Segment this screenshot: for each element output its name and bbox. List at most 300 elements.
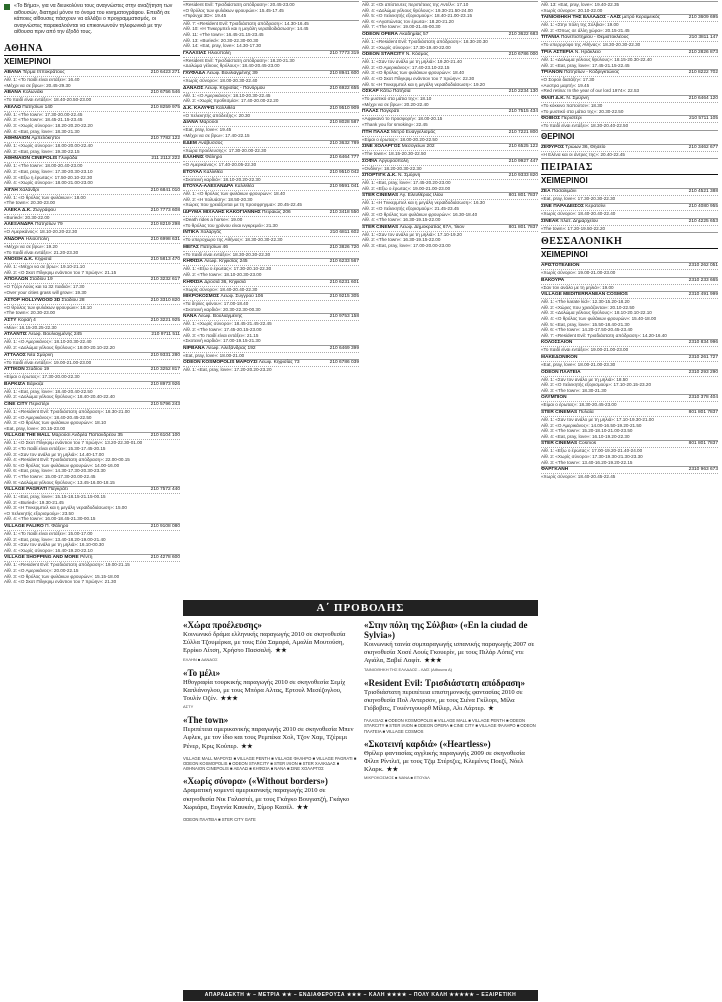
showtime-line: Αίθ. 1: «Σαν τον ανάλο με τη μηλιά»: 17.10-19.20 — [362, 231, 462, 237]
cinema-header — [541, 116, 718, 123]
cinema-name: ΚΗΦΙΣΙΑ — [183, 279, 203, 285]
showtime-line: Αίθ. 2: «Ο Αμερικάνος»: 18.40-20.45-22.50 — [4, 414, 92, 420]
cinema-header — [183, 170, 359, 177]
showtime-line: «Σαν τον ανάλο με τη μηλιά»: 19.00 — [541, 284, 614, 290]
cinema-header — [4, 555, 180, 562]
city-heading: ΑΘΗΝΑ — [4, 43, 180, 56]
review-title: «Χωρίς σύνορα» («Without borders») — [183, 776, 328, 787]
cinema-header — [541, 204, 718, 211]
showtime-line: Αίθ. 3: «Εξω η έρωτας»: 17.50-20.10-22.30 — [4, 174, 93, 180]
cinema-entry — [541, 1, 718, 13]
showtime-line: Αίθ. 1: «Χωρίς σύνορο»: 18.45-21.45-22.45 — [183, 321, 272, 327]
cinema-address: Καλλιθέα — [203, 169, 223, 175]
cinema-name: ΠΤΗ ΠΑΛΑΣ — [362, 129, 390, 135]
cinema-entry — [362, 172, 538, 191]
cinema-header — [4, 318, 180, 325]
showtime-line: Αίθ. 3: «Σαν τον ανάλο με τη μηλιά»: 14.40-17.00 — [4, 451, 104, 457]
cinema-name: ΑΡΙΣΤΟΤΕΛΕΙΟΝ — [541, 263, 580, 269]
cinema-address: Λεωφ. Βουλιαγμένης 245 — [28, 332, 82, 338]
showtime-line: «Death rides a horse»: 19.00 — [183, 217, 243, 223]
showtime-line: Αίθ. 11: «The town»: 16.45-21.15-23.45 — [183, 31, 264, 37]
cinema-name: ΑΛΕΞΑΝΔΡΑ — [4, 222, 34, 228]
cinema-entry — [362, 129, 538, 143]
cinema-address: Ηλιούπολη — [207, 50, 231, 56]
review-title: «Στην πόλη της Σύλβια» («En la ciudad de Sylvia») — [364, 620, 528, 640]
cinema-name: ODEON OPERA — [362, 31, 398, 37]
showtime-line: «Η Ελένα και οι άντρες της»: 20.40-22.45 — [541, 151, 625, 157]
cinema-header — [362, 89, 538, 96]
review-text: Δραματική κομεντί αμερικανικής παραγωγής 2010 σε σκηνοθεσία Νικ Γαλαστέι, με τους Γκάγκο Βουγιατζή, Γκάγκο Χωριάρα, Ευγενία Καυκάν, Σίμορ Κασέλ. ★★ — [183, 787, 350, 811]
cinema-address: Μαρούσι — [199, 120, 219, 126]
showtime-line: «Είμαι ο έρωτας»: 18.30-20.45-23.00 — [541, 402, 617, 408]
cinema-phone: 210 6231 601 — [329, 279, 359, 285]
showtime-line: Αίθ. 4: «Ο Σκοτ Πίλγκριμ ενάντιον του 7 πρώην»: 21.30 — [4, 579, 117, 585]
cinema-header — [362, 144, 538, 151]
review-item — [183, 776, 357, 812]
showtime-line: Αίθ. 6: «The town»: 14.20-17.50-20.45-23.40 — [541, 327, 633, 333]
showtime-line: Αίθ. 2: «The town»: 17.45-20.15-23.00 — [183, 327, 262, 332]
cinema-header — [183, 259, 359, 266]
cinema-phone: 210 6464 120 — [688, 95, 718, 101]
cinema-name: VILLAGE PAGRATI — [4, 487, 47, 493]
showtime-line: Αίθ. 3: «Eat, pray, love»: 17.00-20.00-23.00 — [362, 243, 451, 249]
cinema-entry — [362, 158, 538, 172]
cinema-phone: 210 8028 587 — [329, 120, 359, 126]
cinema-entry — [4, 352, 180, 366]
showtime-line: Αίθ. 3: «Δολώμα γέλιους θρύλους»: 18.10-20.10-22.10 — [541, 310, 652, 316]
showtime-line: «The town»: 17.20-19.50-22.20 — [541, 225, 606, 231]
cinema-phone: 210 3252 817 — [150, 367, 180, 373]
cinema-phone: 210 8222 702 — [688, 70, 718, 76]
review-text: Κοινωνικό δράμα ελληνικής παραγωγής 2010 σε σκηνοθεσία Σύλλα Τζουμέρκα, με τους Εύα Σαμαρά, Αμαλία Μουτούση, Ερρίκο Λίτση, Χρήστο Πασσαλή. ★★ — [183, 631, 346, 655]
cinema-phone: 210 6811 602 — [330, 230, 359, 236]
cinema-entry — [541, 409, 718, 439]
cinema-entry — [4, 401, 180, 431]
cinema-phone: 210 3232 617 — [150, 277, 180, 283]
cinema-address: Ηλιούπολη — [25, 237, 49, 243]
cinema-name: ΑΣΤΥ — [4, 317, 17, 323]
rating-stars: ★★★ — [424, 658, 443, 665]
showtime-line: «Το παιδί είναι εντάξει»: 18.30-20.40-22.50 — [541, 123, 629, 129]
showtime-line: Αίθ. 2: «Χωρίς σύνορο»: 17.30-19.40-22.00 — [362, 44, 451, 50]
listing-column-3 — [362, 0, 538, 1002]
cinema-phone: 210 9331 280 — [150, 352, 180, 358]
cinema-address: Περιστέρι — [561, 116, 582, 122]
cinema-header — [541, 395, 718, 402]
showtime-line: Αίθ. 14: «Eat, pray, love»: 14.30-17.30 — [183, 43, 262, 49]
showtime-line: Αίθ. 4: «Ο θρύλος των φυλάκων φρουρών»: 15.40-18.00 — [541, 316, 657, 322]
showtime-line: ΧΕΙΜΕΡΙΝΟΙ — [541, 176, 588, 186]
cinema-header — [541, 35, 718, 42]
cinema-address: Ζωγράφου — [32, 207, 56, 213]
cinema-address: Γλυφάδα — [58, 156, 78, 162]
cinema-name: ΒΑΚΟΥΡΑ — [541, 277, 565, 283]
cinema-entry — [541, 14, 718, 33]
cinema-header — [4, 156, 180, 163]
cinema-phone: 2310 293 290 — [688, 369, 718, 375]
showtime-line: «Μέχρι να σε βρω»: 20.45-29.30 — [4, 82, 71, 88]
showtime-line: Αίθ. 2: «Χώρες που χρειάζονται»: 20.10-22.50 — [541, 304, 635, 310]
review-item — [364, 620, 538, 673]
cinema-name: ΠΑΛΑΣ — [362, 109, 379, 115]
showtime-line: Αίθ. 2: «Ο πελεκητής εξορισμούμ»: 17.10-20.15-23.20 — [541, 382, 651, 388]
cinema-name: ΔΙΑΝΑ — [183, 120, 199, 126]
cinema-phone: 210 6233 567 — [329, 259, 359, 265]
cinema-phone: 210 6756 546 — [150, 90, 180, 96]
cinema-name: ODEON STARCITY — [362, 52, 405, 58]
cinema-header — [183, 230, 359, 237]
cinema-name: ΚΟΛΟΣΣΑΙΟΝ — [541, 340, 573, 346]
cinema-name: ΑΙΓΛΗ — [4, 187, 18, 193]
cinema-phone: 210 6786 000 — [508, 52, 538, 58]
cinema-entry — [541, 354, 718, 368]
cinema-entry — [541, 466, 718, 480]
cinema-name: ΙΔΡΥΜΑ ΜΙΧΑΛΗΣ ΚΑΚΟΓΙΑΝΝΗΣ — [183, 210, 261, 216]
cinema-phone: 210 9753 158 — [329, 314, 359, 320]
showtime-line: Αίθ. 2: «Ο Αμερικάνος»: 17.40-23.10-22.15 — [362, 64, 450, 70]
cinema-phone: 210 6525 122 — [508, 144, 538, 150]
cinema-name: ΟΣΚΑΡ — [362, 89, 379, 95]
cinema-entry — [541, 49, 718, 68]
cinema-address: Πειραιώς 206 — [262, 210, 291, 216]
cinema-header — [4, 353, 180, 360]
cinema-name: ΑΣΤΟΡ HOLLYWOOD 3D — [4, 297, 61, 303]
showtime-line: ΘΕΡΙΝΟΙ — [541, 131, 575, 141]
cinema-address: Ν. Ηράκλειο — [574, 49, 601, 55]
cinema-phone: 210 9711 511 — [151, 332, 180, 338]
cinema-phone: 210 9510 909 — [329, 105, 359, 111]
cinema-phone: 2310 378 404 — [688, 395, 718, 401]
cinema-header — [4, 524, 180, 531]
cinema-phone: 2310 261 727 — [688, 355, 718, 361]
showtime-line: «Σκοτεινή καρδιά»: 17.00-19.15-21.30 — [183, 338, 261, 344]
cinema-entry — [362, 224, 538, 249]
cinema-header — [4, 382, 180, 389]
showtime-line: Αίθ. 4: «Eat, pray, love»: 18.30-21.30 — [4, 128, 80, 134]
cinema-entry — [183, 169, 359, 183]
showtime-line: Αίθ. 2: «The town»: 16.30-19.15-22.00 — [362, 237, 441, 243]
cinema-entry — [362, 31, 538, 50]
cinema-list — [541, 1, 718, 480]
cinema-entry — [4, 187, 180, 206]
intro-text: «To Βήμα», για να διευκολύνει τους αναγνώστες στην αναζήτηση των αιθουσών, διατηρεί μόνον το όνομα του κινηματογράφου. Επειδή σε κάποιες αίθουσες πάσχουν να αλλάξει ο προγραμματισμός, οι αναγνώστες παρακαλούνται να επικοινωνούν τηλεφωνικά με την αίθουσα πριν από την έξοδό τους. — [14, 3, 173, 36]
showtime-line: Αίθ. 1: «Eat, pray, love»: 17.20-20.20-23.20 — [183, 367, 272, 373]
showtime-line: Αίθ. 1: «Μέχρι να σε βρω»: 19.10-21.10 — [4, 264, 85, 270]
cinema-header — [183, 314, 359, 321]
cinema-name: ΙΝΤΙΚΑ — [183, 230, 199, 236]
cinema-entry — [541, 291, 718, 338]
rating-stars: ★★ — [275, 648, 288, 655]
review-title: «Χώρα προέλευσης» — [183, 620, 262, 630]
showtime-line: Αίθ. 1: «Ο θρύλος των φυλάκων»: 18.00 — [4, 194, 86, 200]
cinema-name: ΒΑΡΚΙΖΑ — [4, 381, 26, 387]
showtime-line: Αίθ. 2: «Eat, pray, love»: 17.45-21.15-22.45 — [541, 62, 630, 68]
showtime-line: «Ο πελεκητής απόδειξης»: 20.30 — [183, 112, 251, 118]
rating-stars: ★★ — [241, 743, 253, 750]
cinema-phone: 210 7782 122 — [150, 136, 180, 142]
showtime-line: Αίθ. 1: «Ο Αμερικάνος»: 18.10-20.30-22.45 — [183, 92, 271, 98]
cinema-list — [4, 69, 180, 585]
cinema-phone: 210 6786 039 — [329, 360, 359, 366]
showtime-line: Αίθ. 1: «Εξω ο έρωτας»: 17.30-20.10-22.30 — [183, 266, 272, 272]
cinema-header — [541, 467, 718, 474]
cinema-header — [541, 96, 718, 103]
showtime-line: Αίθ. 1: «The karate kid»: 12.30-15.20-18.20 — [541, 299, 630, 305]
cinema-phone: 210 9927 447 — [508, 158, 538, 164]
cinema-header — [4, 433, 180, 440]
cinema-phone: 801 801 7837 — [508, 193, 538, 199]
showtime-line: Αίθ. 13: «Buried»: 20.30-22.30-00.30 — [183, 37, 259, 43]
showtime-line: Αίθ. 1: «Ο Σκοτ Πίλγκριμ ενάντιον του 7 πρώην»: 13.20-22.30-01.00 — [4, 440, 143, 446]
showtime-line: Αίθ. 3: «Χωρίς σύνορο»: 18.20-20.20-22.20 — [4, 122, 93, 128]
cinema-name: ΑΘΗΝΑΙΟΝ — [4, 136, 30, 142]
cinema-address: Κοραή 4 — [17, 317, 36, 323]
cinema-entry — [4, 317, 180, 331]
cinema-address: Σταδίου 19 — [29, 277, 53, 283]
review-item — [183, 620, 357, 663]
cinema-address: Σταδίου 28 — [61, 297, 85, 303]
showtime-line: Αίθ. 5: «Eat, pray, love»: 15.50-18.40-21.30 — [541, 321, 630, 327]
cinema-phone: 210 3221 925 — [150, 317, 180, 323]
cinema-entry — [541, 34, 718, 48]
cinema-phone: 210 4225 653 — [688, 218, 718, 224]
cinema-entry — [183, 345, 359, 359]
cinema-name: ΣΙΝΕ ΧΟΛΑΡΓΟΣ — [362, 144, 401, 150]
cinema-phone: 210 6998 631 — [150, 237, 180, 243]
showtime-line: Αίθ. 4: «The town»: 16.30-19.15-22.00 — [362, 217, 441, 223]
showtime-line: Αίθ. 1: «Resident Evil: Τρισδιάστατη απόδραση»: 18.30-20.30 — [362, 38, 488, 44]
showtime-line: Αίθ. 2: «Eat, pray, love»: 19.30-22.15 — [4, 148, 80, 154]
cinema-entry — [4, 523, 180, 553]
cinema-header — [541, 50, 718, 57]
venue-list: VILLAGE MALL ΜΑΡΟΥΣΙ ■ VILLAGE PENTH ■ VILLAGE ΦΑΛΗΡΟ ■ VILLAGE PAGRATI ■ ODEON KOSMOPOLIS ■ ODEON STARCITY ■ STER ΙΛΙΟΝ ■ STER ΧΑΛΚΙΔΑΣ ■ ΑΘΗΝΑΙΟΝ CINEPOLIS ■ ΑΕΛΛΩ ■ ΚΗΦΙΣΙΑ ■ ΝΑΝΑ ■ ΣΙΝΕ ΧΟΛΑΡΓΟΣ — [183, 755, 357, 772]
rating-legend: ΑΠΑΡΑΔΕΚΤΗ ★ – ΜΕΤΡΙΑ ★★ – ΕΝΔΙΑΦΕΡΟΥΣΑ ★★★ – ΚΑΛΗ ★★★★ – ΠΟΛΥ ΚΑΛΗ ★★★★★ – ΕΞΑΙΡΕΤΙΚΗ — [183, 990, 538, 1001]
cinema-address: Πασαλιμάνι — [551, 189, 577, 195]
cinema-entry — [541, 232, 718, 260]
review-text: Τρισδιάστατη περιπέτεια επιστημονικής φαντασίας 2010 σε σκηνοθεσία Πολ Αντερσον, με τους Σιένα Γκίλορι, Μίλα Γιόβοβιτς, Γουέντγουορθ Μίλερ, Αλι Λάρτερ. ★ — [364, 688, 523, 713]
cinema-name: VILLAGE SHOPPING AND MORE — [4, 555, 79, 561]
cinema-header — [541, 15, 718, 22]
cinema-phone: 210 8219 298 — [150, 222, 180, 228]
showtime-line: «Χωρίς σύνορο»: 20.10-22.00 — [541, 7, 603, 13]
cinema-address: Τρώων 36, Θησείο — [565, 144, 606, 150]
showtime-line: «Ο πελεκητής εξορισμούμ»: 23.50 — [4, 510, 74, 516]
showtime-line: «Mia»: 16.15-20.25-22.30 — [4, 324, 57, 330]
showtime-line: «Ο Τζέρι Λούις και τα 32 παιδιά»: 17.30 — [4, 284, 85, 290]
showtime-line: Αίθ. 2: «Όπως σε άλλη χώρα»: 20.15-21.45 — [541, 27, 630, 33]
cinema-phone: 210 7572 440 — [150, 487, 180, 493]
showtime-line: «Ο θρύλος των φυλάκων φρουρών»: 18.10 — [4, 304, 92, 310]
cinema-entry — [183, 154, 359, 168]
showtime-line: «Ο Σορολ διατάξη»: 17.30 — [541, 77, 595, 83]
cinema-header — [183, 210, 359, 217]
cinema-entry — [362, 1, 538, 30]
cinema-address: Ανάβυσσος — [198, 140, 223, 146]
showtime-line: Αίθ. 1: «Το παιδί είναι εντάξει»: 16.40 — [4, 76, 80, 82]
cinema-phone: 2310 233 665 — [688, 277, 718, 283]
cinema-entry — [183, 70, 359, 84]
showtime-line: Αίθ. 4: «Δολώμα γέλιους θρύλους»: 19.30-21.50-24.00 — [362, 7, 473, 13]
cinema-phone: 210 3418 550 — [329, 210, 359, 216]
listing-column-1 — [4, 0, 180, 1002]
cinema-phone: 801 801 7837 — [508, 224, 538, 230]
cinema-address: Κολωνάκι — [22, 90, 44, 96]
cinema-name: VILLAGE THE MALL — [4, 433, 51, 439]
cinema-header — [362, 130, 538, 137]
cinema-address: Λεωφ. Βουλιαγμένης — [198, 314, 243, 320]
cinema-name: ODEON KOSMOPOLIS ΜΑΡΟΥΣΙ — [183, 360, 258, 366]
cinema-header — [183, 280, 359, 287]
cinema-name: ΑΝΟΙΞΗ Δ.Κ. — [4, 257, 34, 263]
cinema-name: ΑΤΤΑΛΟΣ — [4, 352, 26, 358]
showtime-line: «Eat, pray, love»: 19.45 — [183, 127, 232, 133]
showtime-line: Αίθ. 4: «Resident Evil: Τρισδιάστατη απόδραση»: 22.00-00.15 — [4, 457, 130, 463]
cinema-header — [541, 263, 718, 270]
cinema-header — [362, 159, 538, 166]
showtime-line: Αίθ. 3: «Το παιδί είναι εντάξει»: 21.15 — [183, 332, 259, 338]
cinema-header — [541, 219, 718, 226]
cinema-entry — [541, 95, 718, 114]
cinema-address: Πατησίων - Κοδριγκτώνος — [563, 70, 620, 76]
showtime-line: «Eat, pray, love»: 17.30-20.30-22.30 — [541, 196, 616, 202]
showtime-line: «Το παιδί είναι εντάξει»: 19.00-21.00-23.00 — [541, 347, 629, 353]
showtime-line: «Eat, pray, love»: 20.15-23.00 — [4, 425, 66, 431]
showtime-line: «Το κόκκινο παπούτσι»: 18.30 — [541, 102, 603, 108]
cinema-entry — [4, 256, 180, 275]
cinema-header — [183, 51, 359, 58]
cinema-header — [362, 109, 538, 116]
cinema-name: ΣΟΦΙΑ — [362, 158, 378, 164]
cinema-list — [362, 1, 538, 249]
showtime-line: Αίθ. 2: «Το παιδί είναι εντάξει»: 15.30-17.45-20.15 — [4, 445, 106, 451]
showtime-line: «Ο θρύλος των φυλάκων φρουρών»: 15.45-17.45 — [183, 7, 284, 13]
showtime-line: «Πιράνχα 3D»: 19.45 — [183, 13, 227, 19]
cinema-address: Κηφισιά — [34, 257, 52, 263]
showtime-line: «Το μυστικό στα μάτια της»: 18.10 — [362, 96, 432, 102]
showtime-line: «The town»: 18.15-20.30-22.50 — [362, 151, 427, 157]
showtime-line: Αίθ. 4: «The town»: 16.00-18.45-21.30-00.15 — [4, 516, 96, 522]
cinema-entry — [183, 50, 359, 69]
cinema-address: Καλλιθέα — [215, 105, 236, 111]
cinema-entry — [541, 440, 718, 465]
cinema-address: Αγ. Ελευθέριος Ιλίου — [399, 193, 444, 199]
cinema-phone: 210 4278 600 — [150, 555, 180, 561]
showtime-line: Αίθ. 2: «Οι απίστευτες περιπέτειες της Αντέλ»: 17.10 — [362, 2, 469, 7]
cinema-address: Ν. Κόσμος — [405, 52, 429, 58]
showtime-line: Αίθ. 2: «Δολώμα γέλιους θρύλους»: 18.40-20.40-22.40 — [4, 394, 115, 400]
showtime-line: ΠΕΙΡΑΙΑΣ — [541, 162, 718, 175]
cinema-name: ΤΑΙΝΙΟΘΗΚΗ ΤΗΣ ΕΛΛΑΔΟΣ - ΛΑΪΣ — [541, 15, 621, 21]
cinema-address: Πανεπιστημίου - Θεμιστοκλέους — [560, 35, 629, 41]
showtime-line: Αίθ. 6: «Eat, pray, love»: 14.30-17.30-20.30-23.30 — [4, 468, 106, 474]
cinema-name: VILLAGE MEDITERRANEAN COSMOS — [541, 292, 628, 298]
showtime-line: Αίθ. 3: «Ο θρύλος των φυλάκων φρουρών»: 18.10 — [4, 420, 107, 426]
showtime-line: «Το υπερρρόφο της Αθήνας»: 18.30-20.30-22.30 — [541, 42, 641, 48]
cinema-header — [4, 257, 180, 264]
showtime-line: «Χωρίς σύνορο»: 18.40-20.45-22.45 — [541, 474, 616, 480]
cinema-header — [4, 70, 180, 77]
review-title: «Σκοτεινή καρδιά» («Heartless») — [364, 738, 491, 749]
cinema-entry — [183, 244, 359, 258]
cinema-entry — [4, 89, 180, 103]
showtime-line: «Χώρες που χρειάζονται με τη προσφρηγμα»: 20.45-22.45 — [183, 202, 302, 208]
review-item — [364, 739, 538, 782]
showtime-line: «The town»: 20.30-23.00 — [4, 200, 56, 206]
showtime-line: «Αφρικανό το προσφορή»: 18.00-20.15 — [362, 116, 443, 122]
cinema-name: ΖΕΦΥΡΟΣ — [541, 144, 564, 150]
review-text: Περιπέτεια αμερικανικής παραγωγής 2010 σε σκηνοθεσία Μπεν Αφλεκ, με τον ίδιο και τους Ρεμπέκα Χολ, Τζον Χαμ, Τζέρεμι Ρένερ, Κρις Κούπερ. ★★ — [183, 726, 354, 750]
cinema-address: Παγκράτι — [48, 487, 68, 493]
listing-column-2 — [183, 0, 359, 1002]
cinema-entry — [4, 221, 180, 235]
review-item — [183, 668, 357, 711]
showtime-line: «Σκοτεινή καρδιά»: 18.10-20.20-22.30 — [183, 176, 261, 182]
cinema-address: Πυλαία — [578, 410, 594, 415]
cinema-header — [4, 277, 180, 284]
cinema-header — [183, 71, 359, 78]
review-text: Κοινωνική ταινία συμπαραγωγής ισπανικής παραγωγής 2007 σε σκηνοθεσία Χοσέ Λουίς Γκουερίν, με τους Πιλάρ Λόπεζ ντε Αγιάλα, Ξαβιέ Λαφίτ. ★★★ — [364, 641, 535, 665]
cinema-header — [4, 237, 180, 244]
cinema-name: STER CINEMAS — [541, 410, 578, 415]
cinema-entry — [541, 130, 718, 142]
cinema-phone: 210 9333 820 — [508, 173, 538, 179]
cinema-name: ΔΑΝΑΟΣ — [183, 85, 204, 91]
cinema-header — [4, 188, 180, 195]
cinema-phone: 210 7773 319 — [329, 50, 359, 56]
cinema-entry — [541, 339, 718, 353]
cinema-phone: 2310 963 673 — [688, 467, 718, 473]
showtime-line: «Τα δηλίες φόνου»: 17.00-18.40 — [183, 301, 249, 307]
cinema-name: STER CINEMAS — [541, 441, 578, 447]
cinema-name: STER CINEMAS — [362, 193, 399, 199]
cinema-name: ΓΑΛΑΞΙΑΣ — [183, 50, 207, 56]
cinema-entry — [4, 155, 180, 185]
showtime-line: «Είμαι ο έρωτας»: 18.00-20.20-22.50 — [362, 136, 438, 142]
cinema-address: Βάρκιζα — [26, 381, 44, 387]
showtime-line: Αίθ. 3: «Ο θρύλος των φυλάκων φρουρών»: 16.30-18.40 — [362, 211, 478, 217]
cinema-header — [362, 225, 538, 232]
cinema-list — [183, 1, 359, 373]
cinema-name: ΑΘΗΝΑΙΟΝ CINEPOLIS — [4, 156, 58, 162]
cinema-entry — [183, 258, 359, 277]
cinema-name: ΝΙΡΒΑΝΑ — [183, 345, 205, 351]
showtime-line: «Το παιδί είναι εντάξει»: 21.20-23.30 — [4, 249, 79, 255]
venue-list: ΓΑΛΑΞΙΑΣ ■ ODEON KOSMOPOLIS ■ VILLAGE MALL ■ VILLAGE PENTH ■ ODEON STARCITY ■ STER ΙΛΙΟΝ ■ ODEON OPERA ■ CINE CITY ■ VILLAGE ΦΑΛΗΡΟ ■ ODEON ΠΛΑΤΕΙΑ ■ VILLAGE COSMOS — [364, 718, 536, 734]
showtime-line: Αίθ. 2: «Δολώμα γέλιους θρύλους»: 18.00-20.10-22.20 — [4, 345, 115, 350]
showtime-line: Αίθ. 1: «Ο Αμερικάνος»: 18.10-20.30-22.40 — [4, 339, 92, 345]
cinema-name: ΤΙΤΑΝΙΑ — [541, 35, 560, 41]
review-item — [364, 678, 538, 714]
showtime-line: Αίθ. 7: «Resident Evil: Τρισδιάστατη απόδραση»: 14.20-16.40 — [541, 332, 667, 338]
cinema-entry — [183, 85, 359, 104]
showtime-line: Αίθ. 2: «Ο Αμερικάνος»: 20.00-22.15 — [4, 568, 79, 574]
showtime-line: Αίθ. 1: «Εξω ο έρωτας»: 17.00-19.20-21.40-24.00 — [541, 448, 643, 454]
showtime-line: «Χωρίς σύνορο»: 18.40-20.40-22.30 — [183, 286, 258, 292]
showtime-line: «Ονδίνη»: 18.20-20.30-22.30 — [362, 165, 422, 171]
cinema-address: Ν. Σμύρνη — [397, 173, 421, 179]
cinema-name: ΜΕΓΑΣ — [183, 244, 199, 250]
cinema-header — [362, 173, 538, 180]
cinema-phone: 210 9108 080 — [150, 524, 180, 530]
bullet-icon — [4, 4, 10, 10]
cinema-address: Μεσογείων 202 — [401, 144, 435, 150]
cinema-name: ΦΙΛΙΠ Δ.Κ. — [541, 95, 565, 101]
cinema-entry — [183, 183, 359, 208]
showtime-line: Αίθ. 8: «Δολώμα γέλιους θρύλους»: 13.45-16.00-18.15 — [4, 479, 115, 485]
showtime-line: Αίθ. 1: «Σαν τον ανάλο με τη μηλιά»: 18.50 — [541, 376, 628, 382]
cinema-address: Λεωφ. Κηφισίας - Πανόρμου — [204, 85, 266, 91]
cinema-header — [183, 184, 359, 191]
